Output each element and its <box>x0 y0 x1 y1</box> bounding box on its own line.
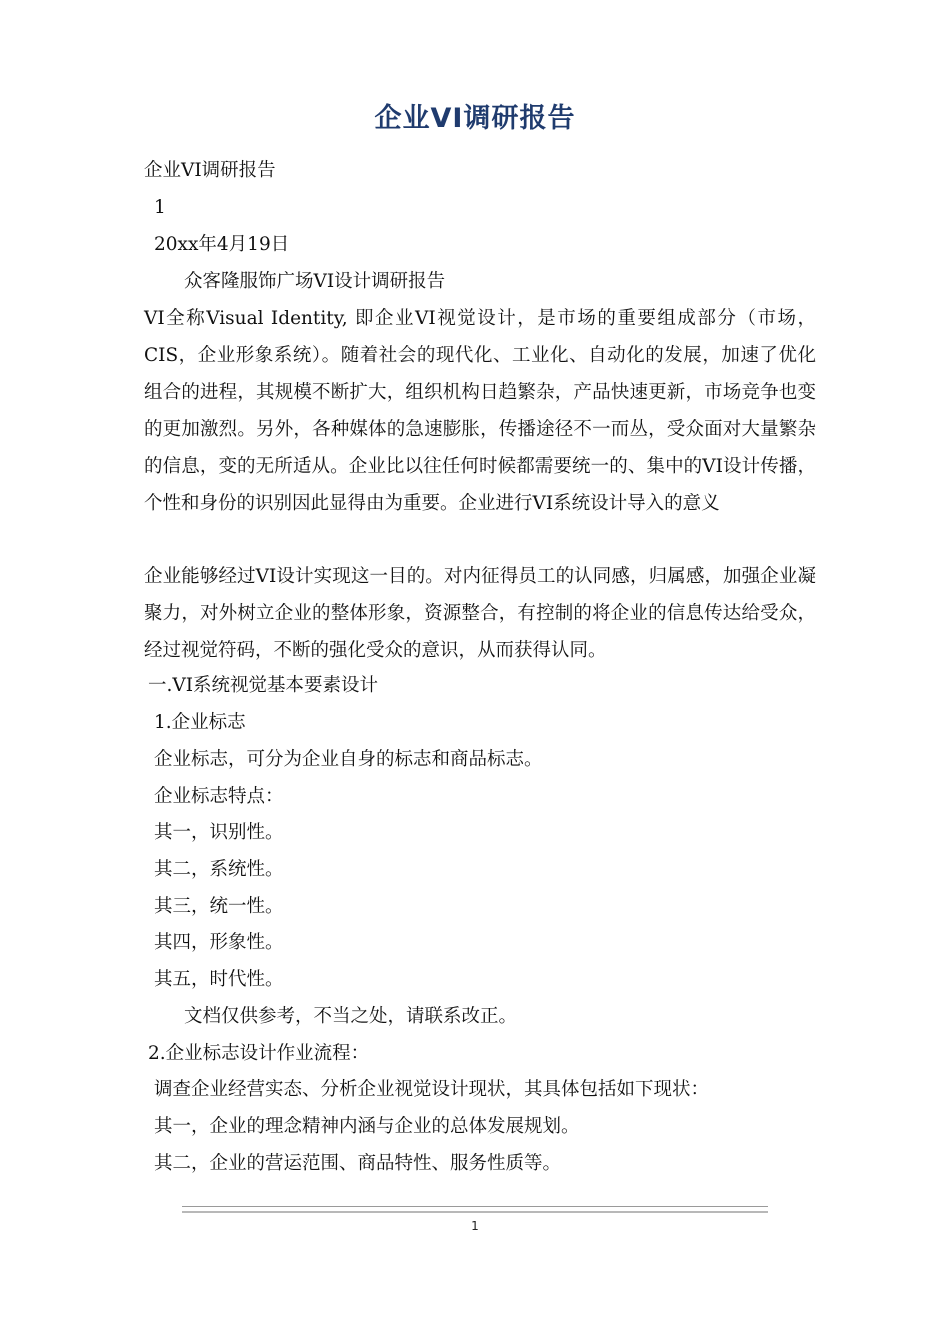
process-item: 其一，企业的理念精神内涵与企业的总体发展规划。 <box>154 1116 580 1137</box>
logo-description: 企业标志，可分为企业自身的标志和商品标志。 <box>154 749 543 770</box>
number-line: 1 <box>154 197 166 218</box>
date-line: 20xx年4月19日 <box>154 234 290 255</box>
feature-item: 其一，识别性。 <box>154 822 284 843</box>
subtitle-line: 企业VI调研报告 <box>144 160 276 181</box>
feature-item: 其三，统一性。 <box>154 896 284 917</box>
feature-item: 其四，形象性。 <box>154 932 284 953</box>
logo-features-heading: 企业标志特点： <box>154 786 284 807</box>
intro-paragraph: VI全称Visual Identity, 即企业VI视觉设计，是市场的重要组成部分（市场，CIS，企业形象系统）。随着社会的现代化、工业化、自动化的发展，加速了优化组合的进程，其规模不断扩大，组织机构日趋繁杂，产品快速更新，市场竞争也变的更加激烈。另外，各种媒体的急速膨胀，传播途径不一而丛，受众面对大量繁杂的信息，变的无所适从。企业比以往任何时候都需要统一的、集中的VI设计传播，个性和身份的识别因此显得由为重要。企业进行VI系统设计导入的意义 <box>144 308 816 514</box>
significance-paragraph: 企业能够经过VI设计实现这一目的。对内征得员工的认同感，归属感，加强企业凝聚力，对外树立企业的整体形象，资源整合，有控制的将企业的信息传达给受众，经过视觉符码，不断的强化受众的意识，从而获得认同。 <box>144 566 816 661</box>
process-item: 其二，企业的营运范围、商品特性、服务性质等。 <box>154 1153 562 1174</box>
feature-item: 其二，系统性。 <box>154 859 284 880</box>
section-one-heading: 一.VI系统视觉基本要素设计 <box>148 675 379 696</box>
document-title: 企业VI调研报告 <box>374 103 576 134</box>
footer-divider <box>182 1206 768 1213</box>
page-number: 1 <box>471 1219 479 1233</box>
process-heading: 2.企业标志设计作业流程： <box>148 1043 370 1064</box>
report-title-line: 众客隆服饰广场VI设计调研报告 <box>184 271 446 292</box>
logo-heading: 1.企业标志 <box>154 712 246 733</box>
disclaimer-line: 文档仅供参考，不当之处，请联系改正。 <box>184 1006 518 1027</box>
feature-item: 其五，时代性。 <box>154 969 284 990</box>
process-description: 调查企业经营实态、分析企业视觉设计现状，其具体包括如下现状： <box>154 1079 710 1100</box>
